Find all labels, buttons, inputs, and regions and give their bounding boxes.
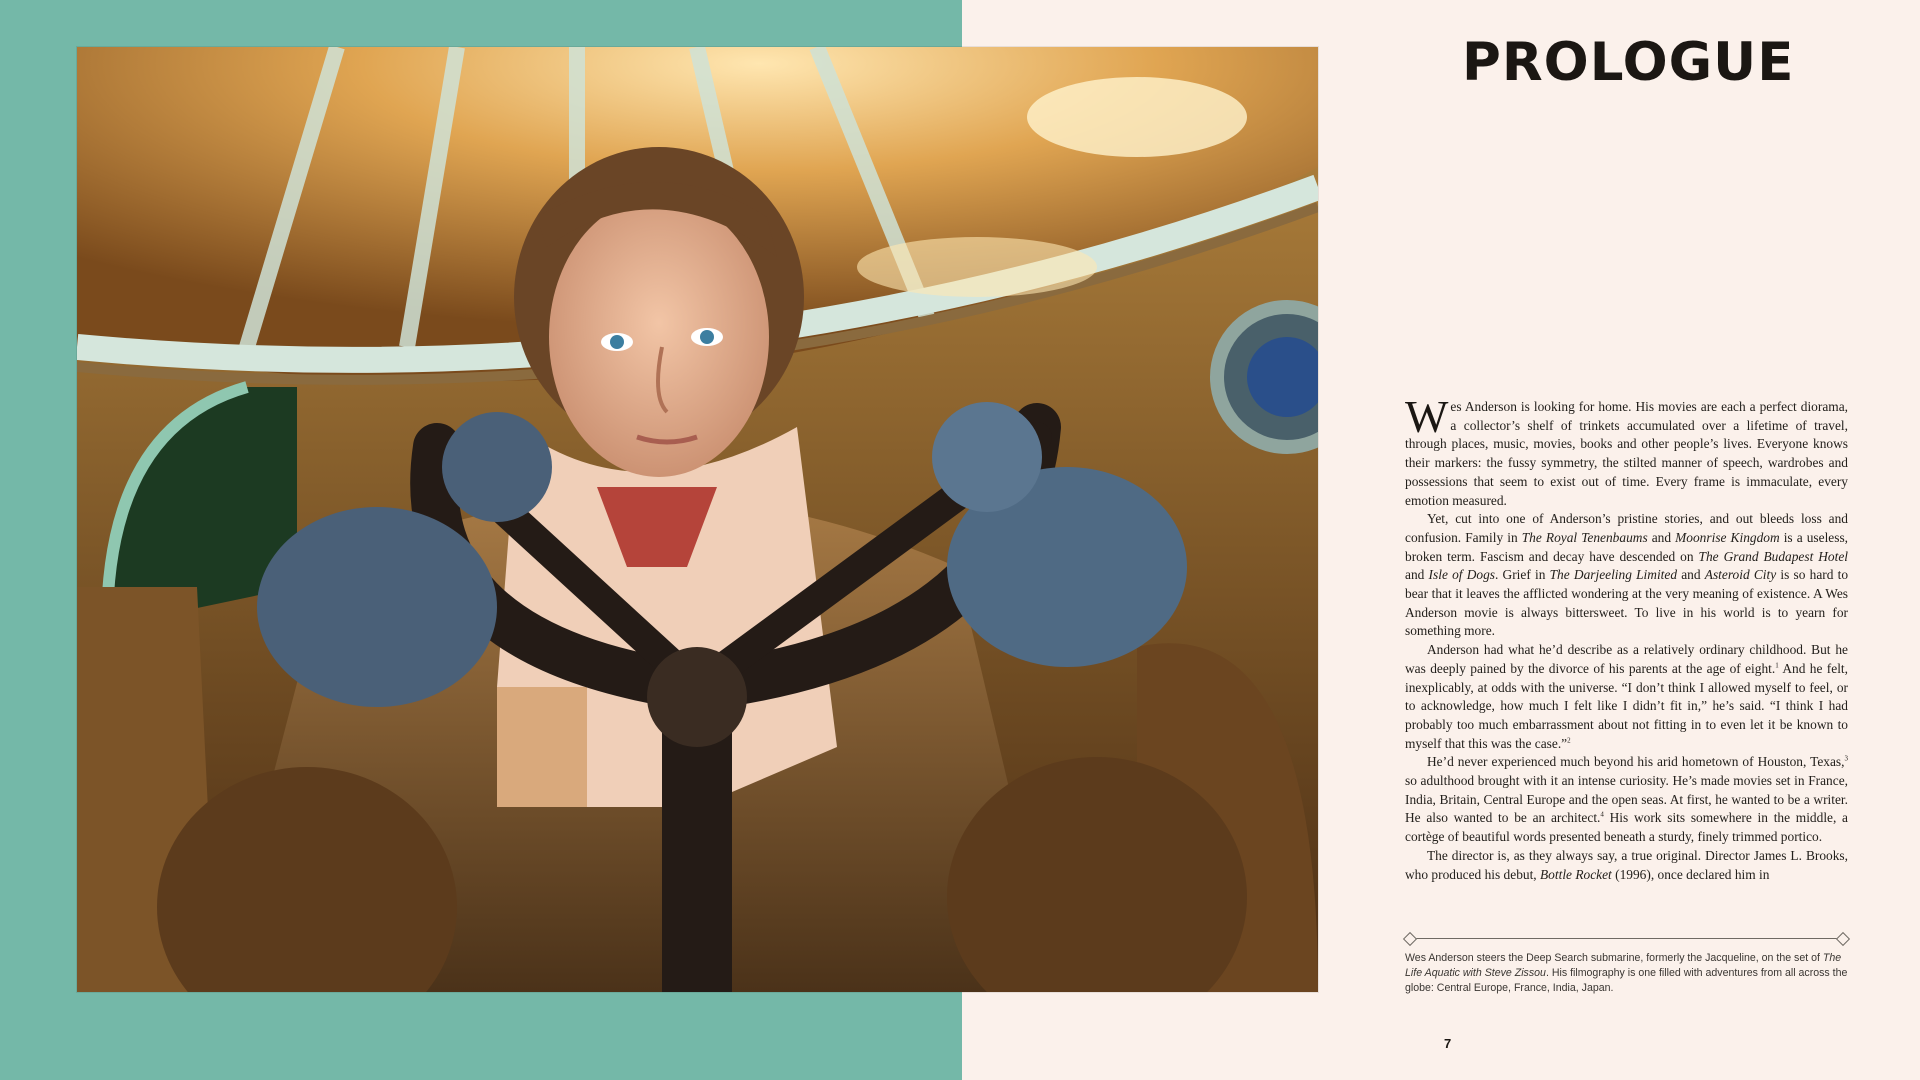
paragraph-3: Anderson had what he’d describe as a relatively ordinary childhood. But he was deeply pained by the divorce of his parents at the age of eight.$^1$ And he felt, inexplicably, at odds with the universe. “I don’t think I allowed myself to feel, or to acknowledge, how much I felt like I didn’t fit in,” he’s said. “I think I had probably too much embarrassment about not fitting in to even let it be known to myself that this was the case.”$^2$ bbox=[1405, 642, 1848, 751]
paragraph-5: The director is, as they always say, a true original. Director James L. Brooks, who produced his debut, Bottle Rocket (1996), once declared him in bbox=[1405, 847, 1848, 882]
paragraph-1: Wes Anderson is looking for home. His movies are each a perfect diorama, a collector’s shelf of trinkets accumulated over a lifetime of travel, through places, music, movies, books and other people’s lives. Everyone knows their markers: the fussy symmetry, the stilted manner of speech, wardrobes and possessions that seem to exist out of time. Every frame is immaculate, every emotion measured. bbox=[1405, 391, 1848, 508]
page-number: 7 bbox=[1444, 1036, 1452, 1051]
page-title: PROLOGUE bbox=[1462, 32, 1795, 93]
paragraph-4: He’d never experienced much beyond his arid hometown of Houston, Texas,$^3$ so adulthood brought with it an intense curiosity. He’s made movies set in France, India, Britain, Central Europe and the open seas. At first, he wanted to be a writer. He also wanted to be an architect.$^4$ His work sits somewhere in the middle, a cortège of beautiful words presented beneath a sturdy, finely trimmed portico. bbox=[1405, 754, 1849, 845]
caption-divider bbox=[1405, 933, 1848, 945]
diamond-icon bbox=[1836, 932, 1850, 946]
drop-cap: W bbox=[1405, 391, 1449, 442]
footnote-3: 3 bbox=[1844, 754, 1848, 763]
footnote-4: 4 bbox=[1600, 811, 1604, 819]
divider-line bbox=[1415, 938, 1838, 939]
photo-caption: Wes Anderson steers the Deep Search submarine, formerly the Jacqueline, on the set of The Life Aquatic with Steve Zissou. His filmography is one filled with adventures from all across the globe: Central Europe, France, India, Japan. bbox=[1405, 952, 1848, 994]
body-text bbox=[1405, 391, 1849, 884]
photo-illustration bbox=[77, 47, 1318, 992]
photo bbox=[77, 47, 1318, 992]
footnote-2: 2 bbox=[1567, 736, 1571, 745]
diamond-icon bbox=[1403, 932, 1417, 946]
paragraph-2: Yet, cut into one of Anderson’s pristine stories, and out bleeds loss and confusion. Family in The Royal Tenenbaums and Moonrise Kingdom is a useless, broken term. Fascism and decay have descended on The Grand Budapest Hotel and Isle of Dogs. Grief in The Darjeeling Limited and Asteroid City is so hard to bear that it leaves the afflicted wondering at the very meaning of existence. A Wes Anderson movie is always bittersweet. To live in his world is to yearn for something more. bbox=[1405, 511, 1849, 639]
footnote-1: 1 bbox=[1775, 661, 1779, 670]
